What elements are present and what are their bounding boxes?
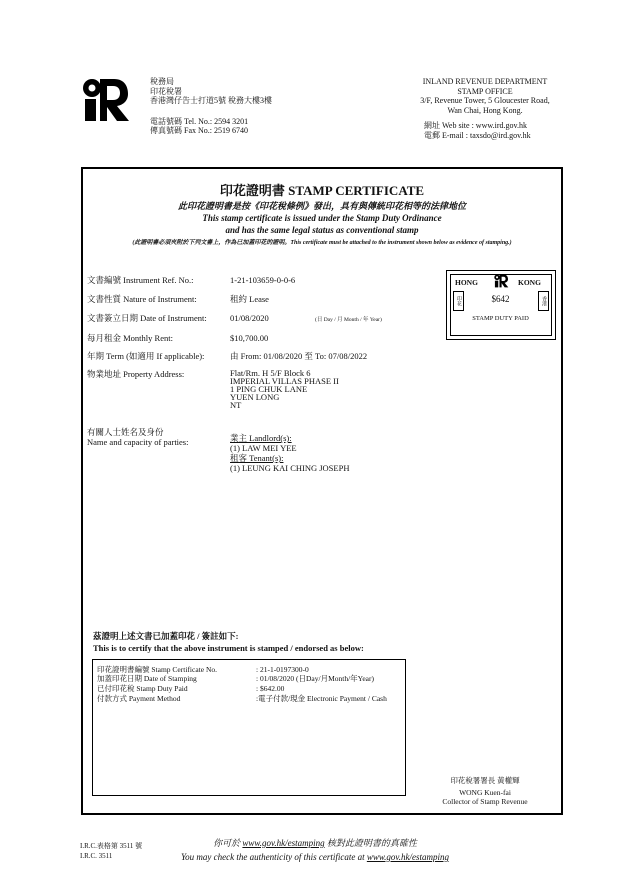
instrument-date-label: 文書簽立日期 Date of Instrument: <box>87 313 207 323</box>
verification-en <box>150 850 480 864</box>
stamp-caption: STAMP DUTY PAID <box>472 315 529 322</box>
certify-cn: 茲證明上述文書已加蓋印花 / 簽註如下: <box>93 631 239 641</box>
verification-cn-post: 核對此證明書的真確性 <box>324 838 417 848</box>
estamping-link-en[interactable]: www.gov.hk/estamping <box>366 852 450 862</box>
address-line: IMPERIAL VILLAS PHASE II <box>230 376 339 386</box>
certificate-title: 印花證明書 STAMP CERTIFICATE <box>219 183 425 198</box>
verification-en-pre: You may check the authenticity of this certificate at <box>180 852 367 862</box>
payment-method-label: 付款方式 Payment Method <box>97 694 181 703</box>
header-dept-cn: 稅務局 <box>150 77 174 86</box>
nature-value: 租約 Lease <box>230 294 269 304</box>
address-line: 1 PING CHUK LANE <box>230 384 308 394</box>
header-website: 網址 Web site : www.ird.gov.hk <box>424 121 527 130</box>
collector-signature-block <box>420 776 550 806</box>
stamp-right-side: 香港 <box>538 291 549 311</box>
subtitle-en-2: and has the same legal status as conventional stamp <box>225 225 419 235</box>
stamp-hong: HONG <box>455 278 478 287</box>
header-tel: 電話號碼 Tel. No.: 2594 3201 <box>150 116 249 126</box>
subtitle-en-1: This stamp certificate is issued under the Stamp Duty Ordinance <box>202 213 442 223</box>
parties-label <box>87 427 188 447</box>
header-office-en: STAMP OFFICE <box>457 86 513 96</box>
form-number-en: I.R.C. 3511 <box>80 852 113 860</box>
certificate-subtitle <box>81 200 563 236</box>
nature-label: 文書性質 Nature of Instrument: <box>87 294 197 304</box>
tenant-value: (1) LEUNG KAI CHING JOSEPH <box>230 463 350 473</box>
stamping-details-box <box>92 659 406 796</box>
header-office-cn: 印花稅署 <box>150 86 182 96</box>
header-contact <box>424 121 574 140</box>
stamp-kong: KONG <box>518 278 541 287</box>
address-line: Flat/Rm. H 5/F Block 6 <box>230 368 311 378</box>
parties-label-en: Name and capacity of parties: <box>87 437 189 447</box>
certify-en: This is to certify that the above instrument is stamped / endorsed as below: <box>93 643 364 653</box>
cert-no-label: 印花證明書編號 Stamp Certificate No. <box>97 665 217 674</box>
parties-block <box>230 433 349 473</box>
instrument-date-value: 01/08/2020 <box>230 313 269 323</box>
header-address-en-1: 3/F, Revenue Tower, 5 Gloucester Road, <box>420 96 550 105</box>
verification-cn-pre: 你可於 <box>213 838 243 848</box>
verification-cn <box>150 836 480 850</box>
term-label: 年期 Term (如適用 If applicable): <box>87 351 205 361</box>
header-left-block <box>150 77 320 136</box>
stamp-left-side: 印花 <box>453 291 464 311</box>
date-format-hint: (日 Day / 月 Month / 年 Year) <box>315 317 382 323</box>
property-address <box>230 369 339 409</box>
stamp-logo-icon <box>493 274 509 288</box>
collector-title-en: Collector of Stamp Revenue <box>442 797 528 806</box>
address-line: NT <box>230 400 242 410</box>
verification-note <box>150 836 480 864</box>
header-right-block <box>395 77 575 115</box>
term-value: 由 From: 01/08/2020 至 To: 07/08/2022 <box>230 351 368 361</box>
payment-method-value: :電子付款/現金 Electronic Payment / Cash <box>256 694 387 703</box>
header-fax: 傳真號碼 Fax No.: 2519 6740 <box>150 126 248 135</box>
stamp-amount: $642 <box>491 294 510 304</box>
instrument-ref-label: 文書編號 Instrument Ref. No.: <box>87 275 194 285</box>
header-email: 電郵 E-mail : taxsdo@ird.gov.hk <box>424 130 531 140</box>
header-address-en-2: Wan Chai, Hong Kong. <box>447 105 523 115</box>
form-number-cn: I.R.C.表格第 3511 號 <box>80 842 143 850</box>
cert-no-value: : 21-1-0197300-0 <box>256 665 309 674</box>
monthly-rent-value: $10,700.00 <box>230 333 269 343</box>
form-number <box>80 841 142 861</box>
address-line: YUEN LONG <box>230 392 280 402</box>
landlord-value: (1) LAW MEI YEE <box>230 443 297 453</box>
header-dept-en: INLAND REVENUE DEPARTMENT <box>422 77 548 86</box>
parties-label-cn: 有關人士姓名及身份 <box>87 427 164 437</box>
subtitle-cn: 此印花證明書是按《印花稅條例》發出，具有與傳統印花相等的法律地位 <box>177 201 466 211</box>
duty-paid-value: : $642.00 <box>256 684 285 693</box>
estamping-link-cn[interactable]: www.gov.hk/estamping <box>242 838 325 848</box>
instrument-ref-value: 1-21-103659-0-0-6 <box>230 275 296 285</box>
stamping-date-value: : 01/08/2020 (日Day/月Month/年Year) <box>256 674 374 683</box>
attach-note: (此證明書必須夾附於下列文書上，作為已加蓋印花的證明。This certificate must be attached to the instrument shown below as evidence of stamping.) <box>132 240 512 246</box>
header-address-cn: 香港灣仔告士打道5號 稅務大樓3樓 <box>150 96 272 105</box>
tenant-label: 租客 Tenant(s): <box>230 453 284 463</box>
certify-statement <box>93 630 364 654</box>
collector-title-cn: 印花稅署署長 黃權輝 <box>450 776 520 785</box>
stamping-date-label: 加蓋印花日期 Date of Stamping <box>97 674 197 683</box>
monthly-rent-label: 每月租金 Monthly Rent: <box>87 333 173 343</box>
landlord-label: 業主 Landlord(s): <box>230 433 292 443</box>
address-label: 物業地址 Property Address: <box>87 369 185 379</box>
ird-logo <box>80 77 130 123</box>
duty-paid-label: 已付印花稅 Stamp Duty Paid <box>97 684 188 693</box>
collector-name: WONG Kuen-fai <box>459 788 511 797</box>
stamp-duty-stamp <box>446 270 556 340</box>
